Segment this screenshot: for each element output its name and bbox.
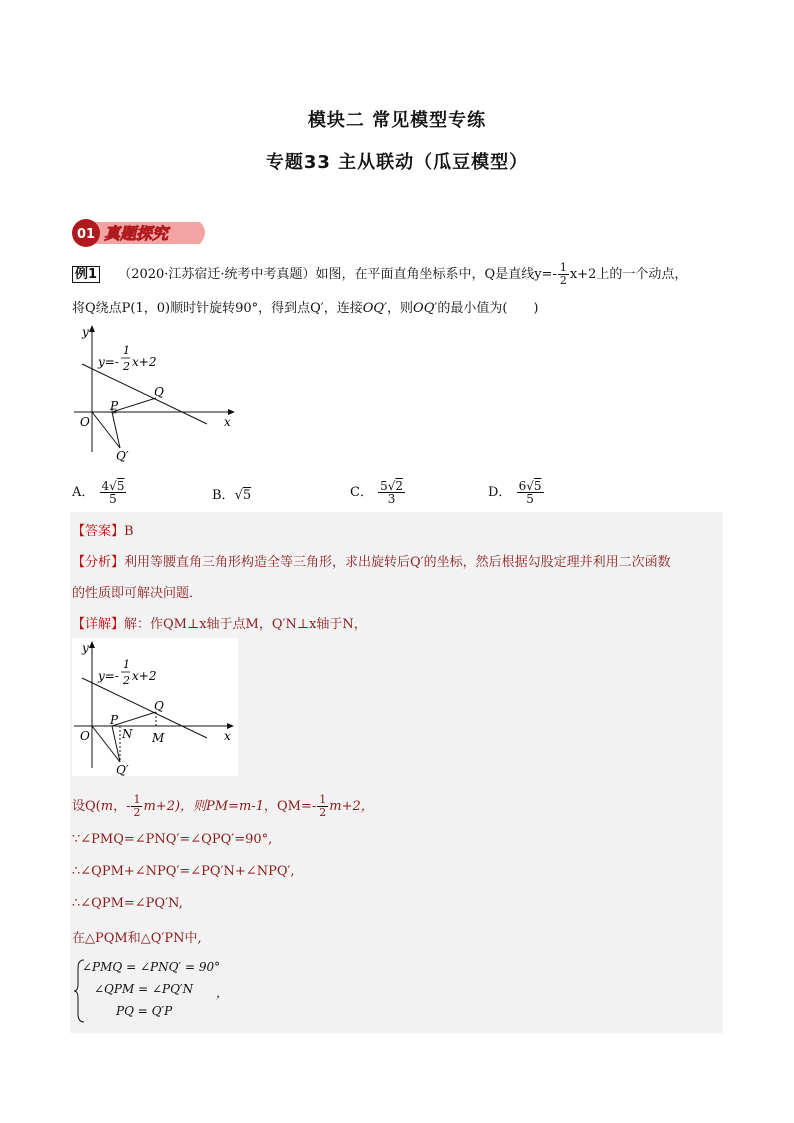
- svg-text:P: P: [110, 399, 119, 413]
- question-eq-prefix: y=-: [534, 267, 557, 282]
- figure-2-graph: [72, 638, 238, 776]
- analysis-line-1: 【分析】利用等腰直角三角形构造全等三角形，求出旋转后Q′的坐标，然后根据勾股定理并利用二次函数: [72, 555, 671, 570]
- svg-text:x: x: [224, 729, 231, 743]
- svg-text:x+2: x+2: [132, 355, 157, 369]
- svg-text:x+2: x+2: [132, 669, 157, 683]
- topic-title: 专题33 主从联动（瓜豆模型）: [265, 152, 529, 173]
- system-comma: ，: [216, 986, 229, 1000]
- question-fraction: $\frac{1}{2}$: [559, 261, 567, 287]
- option-b[interactable]: B．√5: [212, 488, 252, 503]
- svg-text:N: N: [122, 727, 133, 741]
- svg-text:y=-: y=-: [98, 669, 119, 683]
- set-q-line: 设Q(m，- $\frac{1}{2}$ m+2)，则PM=m-1，QM=- $\frac{1}{2}$ m+2，: [72, 793, 374, 819]
- svg-text:1: 1: [123, 344, 130, 357]
- option-a[interactable]: A． $\frac{4√5}{5}$: [72, 479, 125, 506]
- system-eq-3: PQ = Q′P: [116, 1004, 173, 1018]
- svg-text:y: y: [82, 641, 89, 655]
- system-eq-1: ∠PMQ = ∠PNQ′ = 90°: [82, 960, 221, 974]
- svg-text:Q: Q: [154, 385, 164, 399]
- answer-line: 【答案】B: [72, 524, 134, 539]
- svg-text:y: y: [82, 325, 89, 339]
- svg-text:y=-: y=-: [98, 355, 119, 369]
- question-source: （2020·江苏宿迁·统考中考真题）如图，在平面直角坐标系中，Q是直线: [118, 267, 535, 282]
- example-tag: 例1: [72, 266, 100, 283]
- banner-number: 01: [76, 227, 96, 242]
- svg-text:Q′: Q′: [116, 449, 129, 462]
- question-line-2: 将Q绕点P(1，0)顺时针旋转90°，得到点Q′，连接OQ′，则OQ′的最小值为( ): [72, 301, 539, 316]
- svg-text:Q′: Q′: [116, 763, 129, 776]
- step-1: ∵∠PMQ=∠PNQ′=∠QPQ′=90°,: [72, 832, 273, 847]
- svg-text:M: M: [152, 731, 165, 745]
- section-banner: [68, 212, 210, 252]
- step-2: ∴∠QPM+∠NPQ′=∠PQ′N+∠NPQ′,: [72, 864, 295, 879]
- svg-text:Q: Q: [154, 699, 164, 713]
- question-line-1: [72, 262, 732, 287]
- figure-1-graph: [72, 322, 242, 462]
- svg-text:O: O: [80, 729, 90, 743]
- svg-text:O: O: [80, 415, 90, 429]
- detail-line: 【详解】解：作QM⊥x轴于点M，Q′N⊥x轴于N，: [72, 617, 367, 632]
- svg-text:1: 1: [123, 658, 130, 671]
- option-d[interactable]: D． $\frac{6√5}{5}$: [488, 479, 542, 506]
- module-title: 模块二 常见模型专练: [307, 110, 487, 131]
- step-4: 在△PQM和△Q′PN中,: [72, 931, 202, 946]
- step-3: ∴∠QPM=∠PQ′N,: [72, 896, 183, 911]
- analysis-line-2: 的性质即可解决问题．: [72, 586, 203, 601]
- banner-label: 真题探究: [104, 224, 169, 243]
- svg-text:2: 2: [123, 674, 130, 687]
- option-c[interactable]: C． $\frac{5√2}{3}$: [350, 479, 404, 506]
- svg-text:P: P: [110, 713, 119, 727]
- question-eq-suffix: x+2上的一个动点，: [569, 267, 688, 282]
- svg-text:x: x: [224, 415, 231, 429]
- system-eq-2: ∠QPM = ∠PQ′N: [94, 982, 194, 996]
- svg-text:2: 2: [123, 360, 130, 373]
